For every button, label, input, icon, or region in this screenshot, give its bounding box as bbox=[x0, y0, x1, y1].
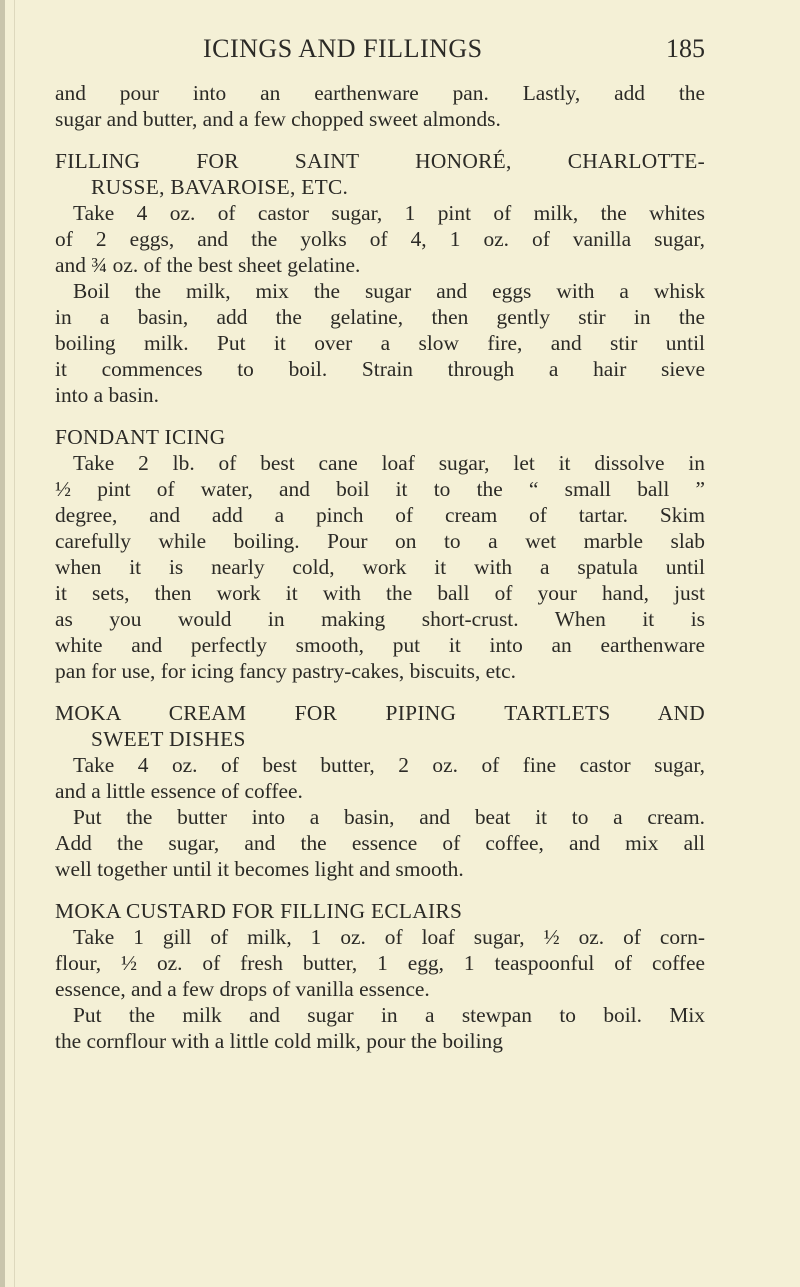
text-line: Put the milk and sugar in a stewpan to boil. Mix bbox=[73, 1003, 705, 1027]
page-header bbox=[55, 34, 705, 74]
text-line: of 2 eggs, and the yolks of 4, 1 oz. of vanilla sugar, bbox=[55, 227, 705, 251]
page-edge-shadow bbox=[0, 0, 5, 1287]
text-line: and a little essence of coffee. bbox=[55, 779, 303, 803]
section-heading bbox=[55, 898, 705, 924]
heading-line: FILLING FOR SAINT HONORÉ, CHARLOTTE- bbox=[55, 149, 705, 173]
paragraph bbox=[55, 752, 705, 804]
text-line: when it is nearly cold, work it with a spatula until bbox=[55, 555, 705, 579]
paragraph bbox=[55, 1002, 705, 1054]
heading-line: MOKA CREAM FOR PIPING TARTLETS AND bbox=[55, 701, 705, 725]
text-line: well together until it becomes light and smooth. bbox=[55, 857, 464, 881]
section-gap bbox=[55, 882, 705, 898]
paragraph bbox=[55, 278, 705, 408]
text-line: essence, and a few drops of vanilla essence. bbox=[55, 977, 430, 1001]
text-line: into a basin. bbox=[55, 383, 159, 407]
text-line: degree, and add a pinch of cream of tartar. Skim bbox=[55, 503, 705, 527]
paragraph bbox=[55, 804, 705, 882]
text-line: Put the butter into a basin, and beat it to a cream. bbox=[73, 805, 705, 829]
text-line: Boil the milk, mix the sugar and eggs with a whisk bbox=[73, 279, 705, 303]
text-line: pan for use, for icing fancy pastry-cakes, biscuits, etc. bbox=[55, 659, 516, 683]
page-edge-line bbox=[14, 0, 15, 1287]
section-gap bbox=[55, 408, 705, 424]
body-text bbox=[55, 80, 705, 1054]
heading-line: FONDANT ICING bbox=[55, 425, 226, 449]
text-line: as you would in making short-crust. When it is bbox=[55, 607, 705, 631]
text-line: sugar and butter, and a few chopped sweet almonds. bbox=[55, 107, 501, 131]
paragraph bbox=[55, 924, 705, 1002]
text-line: and ¾ oz. of the best sheet gelatine. bbox=[55, 253, 361, 277]
text-line: Add the sugar, and the essence of coffee, and mix all bbox=[55, 831, 705, 855]
section-gap bbox=[55, 132, 705, 148]
text-line: carefully while boiling. Pour on to a wet marble slab bbox=[55, 529, 705, 553]
heading-line: MOKA CUSTARD FOR FILLING ECLAIRS bbox=[55, 899, 463, 923]
section-heading bbox=[55, 424, 705, 450]
text-line: flour, ½ oz. of fresh butter, 1 egg, 1 teaspoonful of coffee bbox=[55, 951, 705, 975]
text-line: Take 2 lb. of best cane loaf sugar, let it dissolve in bbox=[73, 451, 705, 475]
paragraph bbox=[55, 450, 705, 684]
text-line: ½ pint of water, and boil it to the “ small ball ” bbox=[55, 477, 705, 501]
running-head: ICINGS AND FILLINGS bbox=[203, 34, 483, 63]
section-heading bbox=[55, 700, 705, 752]
text-line: boiling milk. Put it over a slow fire, and stir until bbox=[55, 331, 705, 355]
section-heading bbox=[55, 148, 705, 200]
text-line: and pour into an earthenware pan. Lastly, add the bbox=[55, 81, 705, 105]
text-line: Take 1 gill of milk, 1 oz. of loaf sugar, ½ oz. of corn- bbox=[73, 925, 705, 949]
paragraph bbox=[55, 200, 705, 278]
text-line: Take 4 oz. of best butter, 2 oz. of fine castor sugar, bbox=[73, 753, 705, 777]
heading-line: RUSSE, BAVAROISE, ETC. bbox=[91, 175, 349, 199]
text-line: Take 4 oz. of castor sugar, 1 pint of milk, the whites bbox=[73, 201, 705, 225]
page-number: 185 bbox=[666, 34, 705, 63]
section-gap bbox=[55, 684, 705, 700]
text-line: the cornflour with a little cold milk, pour the boiling bbox=[55, 1029, 503, 1053]
text-line: it sets, then work it with the ball of your hand, just bbox=[55, 581, 705, 605]
text-line: white and perfectly smooth, put it into an earthenware bbox=[55, 633, 705, 657]
paragraph bbox=[55, 80, 705, 132]
heading-line: SWEET DISHES bbox=[91, 727, 246, 751]
text-line: it commences to boil. Strain through a hair sieve bbox=[55, 357, 705, 381]
text-line: in a basin, add the gelatine, then gently stir in the bbox=[55, 305, 705, 329]
